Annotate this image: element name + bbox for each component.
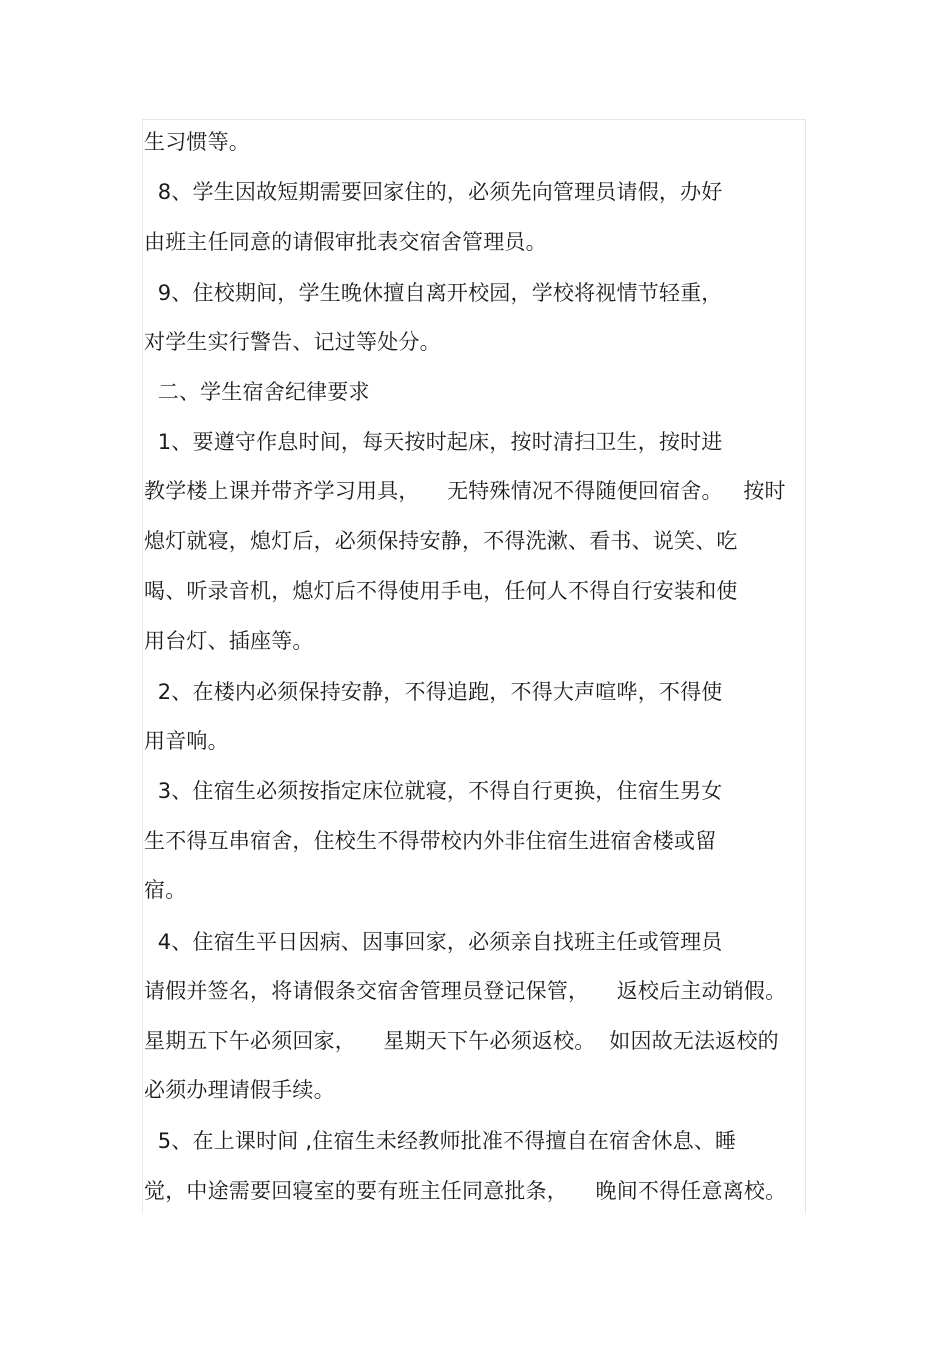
text-line: 生不得互串宿舍，住校生不得带校内外非住宿生进宿舍楼或留 [144, 829, 717, 853]
text-line: 用台灯、插座等。 [144, 629, 314, 653]
text-line: 对学生实行警告、记过等处分。 [144, 330, 441, 354]
text-line: 喝、听录音机，熄灯后不得使用手电，任何人不得自行安装和使 [144, 579, 738, 603]
text-line: 熄灯就寝，熄灯后，必须保持安静，不得洗漱、看书、说笑、吃 [144, 529, 738, 553]
text-line: 由班主任同意的请假审批表交宿舍管理员。 [144, 230, 547, 254]
text-line: 4、住宿生平日因病、因事回家，必须亲自找班主任或管理员 [144, 930, 723, 954]
text-line: 用音响。 [144, 729, 229, 753]
text-line: 教学楼上课并带齐学习用具， 无特殊情况不得随便回宿舍。 按时 [144, 479, 786, 503]
section-heading: 二、学生宿舍纪律要求 [144, 380, 370, 404]
text-line: 8、学生因故短期需要回家住的，必须先向管理员请假，办好 [144, 180, 723, 204]
text-line: 9、住校期间，学生晚休擅自离开校园，学校将视情节轻重， [144, 281, 723, 305]
text-line: 1、要遵守作息时间，每天按时起床，按时清扫卫生，按时进 [144, 430, 723, 454]
text-line: 3、住宿生必须按指定床位就寝，不得自行更换，住宿生男女 [144, 779, 723, 803]
text-line: 2、在楼内必须保持安静，不得追跑，不得大声喧哗，不得使 [144, 680, 723, 704]
text-line: 必须办理请假手续。 [144, 1078, 335, 1102]
text-line: 星期五下午必须回家， 星期天下午必须返校。 如因故无法返校的 [144, 1029, 779, 1053]
text-line: 宿。 [144, 878, 187, 902]
text-line: 请假并签名，将请假条交宿舍管理员登记保管， 返校后主动销假。 [144, 979, 787, 1003]
text-line: 生习惯等。 [144, 130, 250, 154]
text-line: 5、在上课时间 ,住宿生未经教师批准不得擅自在宿舍休息、睡 [144, 1129, 737, 1153]
text-line: 觉，中途需要回寝室的要有班主任同意批条， 晚间不得任意离校。 [144, 1179, 787, 1203]
